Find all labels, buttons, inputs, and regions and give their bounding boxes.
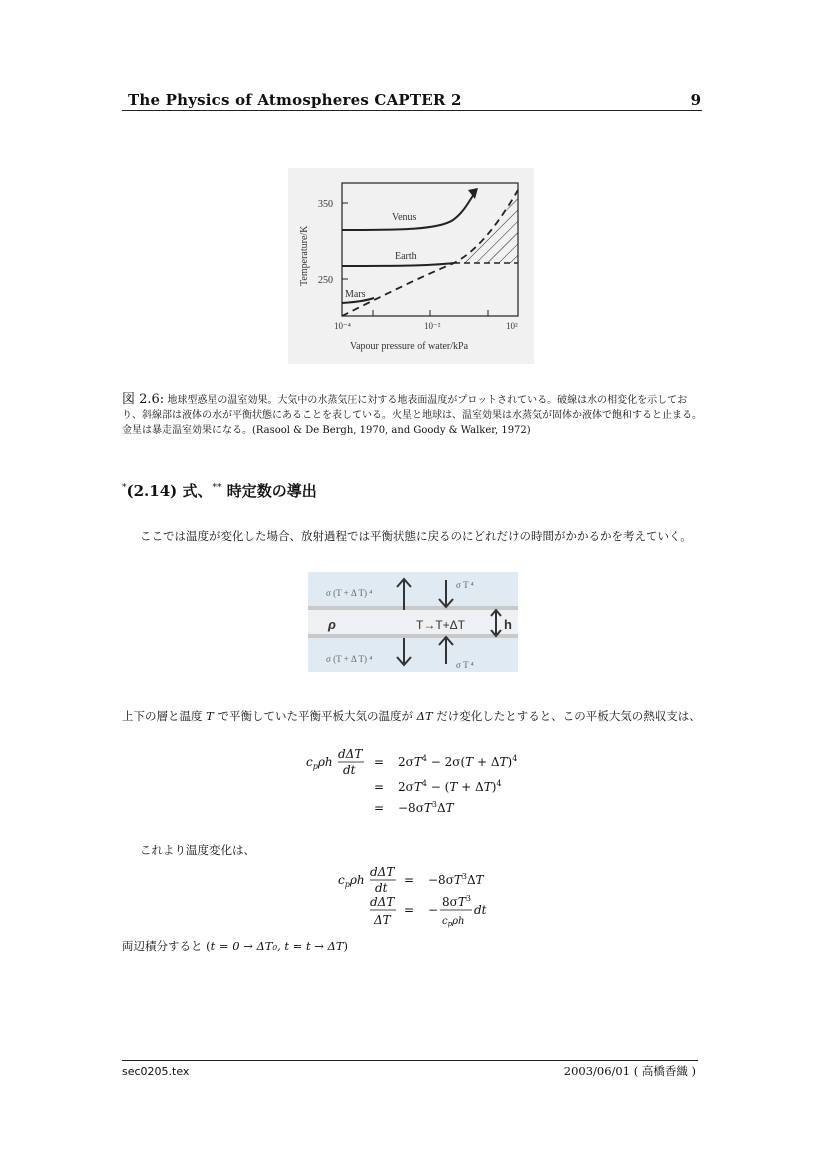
- y-tick-350: 350: [318, 199, 333, 210]
- x-tick-3: 10²: [506, 321, 518, 331]
- section-star2: **: [212, 483, 222, 493]
- flux-top-right: σ T ⁴: [456, 580, 474, 590]
- section-heading: [122, 480, 317, 501]
- page-number: 9: [690, 91, 701, 109]
- caption-text: 地球型惑星の温室効果。大気中の水蒸気圧に対する地表面温度がプロットされている。破線は水の相変化を示しており、斜線部は液体の水が平衡状態にあることを表している。火星と地球は、温室効果は水蒸気が固体か液体で飽和すると止まる。金星は暴走温室効果になる。(Rasool & De Bergh, 1970, and Goody & Walker, 1972): [122, 395, 702, 436]
- y-tick-250: 250: [318, 275, 333, 286]
- svg-text:dΔT: dΔT: [338, 747, 363, 761]
- flux-bottom-right: σ T ⁴: [456, 660, 474, 670]
- svg-text:dΔT: dΔT: [370, 895, 395, 909]
- slab-atmosphere-figure: [308, 572, 518, 672]
- section-mid: 式、: [182, 482, 213, 500]
- x-tick-2: 10⁻²: [424, 321, 441, 331]
- paragraph-intro: ここでは温度が変化した場合、放射過程では平衡状態に戻るのにどれだけの時間がかかるかを考えていく。: [140, 529, 692, 543]
- para4-text-b: ): [343, 939, 348, 953]
- svg-text:=: =: [374, 780, 385, 794]
- curve-label-earth: Earth: [395, 251, 417, 262]
- para2-symbol-dt: ΔT: [416, 709, 433, 723]
- density-symbol: ρ: [328, 617, 336, 632]
- x-axis-label: Vapour pressure of water/kPa: [350, 341, 469, 352]
- greenhouse-figure: [288, 168, 534, 364]
- svg-text:2σT4 − (T + ΔT)4: $2\sigma T^4 - (T + \Delta T)^4$: [398, 779, 502, 794]
- footer-filename: sec0205.tex: [122, 1065, 190, 1078]
- svg-text:8σT3: $8\sigma T^3$: [442, 894, 471, 909]
- para2-text-a: 上下の層と温度: [122, 709, 207, 723]
- section-title: 時定数の導出: [226, 482, 317, 500]
- y-axis-label: Temperature/K: [299, 225, 310, 286]
- header-rule: [122, 110, 702, 111]
- svg-text:dt: dt: [375, 881, 388, 895]
- para2-symbol-t: T: [206, 709, 214, 723]
- figure-caption: [122, 392, 706, 438]
- svg-text:=: =: [374, 801, 385, 815]
- para4-math: t = 0 → ΔT₀, t = t → ΔT: [210, 939, 344, 953]
- svg-text:2σT4 − 2σ(T + ΔT)4: $2\sigma T^4 - 2\sigma(T + \Delta T)^4$: [398, 754, 518, 769]
- flux-bottom-left: σ (T + Δ T) ⁴: [326, 654, 373, 664]
- footer-rule: [122, 1060, 698, 1061]
- equation-temperature-change: [334, 866, 504, 932]
- thickness-symbol: h: [504, 617, 512, 632]
- curve-label-mars: Mars: [345, 289, 366, 300]
- svg-text:dΔT: dΔT: [370, 866, 395, 879]
- curve-label-venus: Venus: [392, 212, 417, 223]
- footer-date-author: 2003/06/01 ( 高橋香織 ): [563, 1064, 696, 1078]
- para2-text-b: で平衡していた平衡平板大気の温度が: [213, 709, 417, 723]
- page-header-title: The Physics of Atmospheres CAPTER 2: [128, 91, 462, 109]
- equation-heat-budget: [300, 744, 540, 820]
- temperature-change-label: T→T+ΔT: [416, 618, 466, 632]
- paragraph-temperature-change: これより温度変化は、: [140, 843, 255, 857]
- para2-text-c: だけ変化したとすると、この平板大気の熱収支は、: [432, 709, 701, 723]
- svg-text:=: =: [404, 873, 415, 887]
- flux-top-left: σ (T + Δ T) ⁴: [326, 588, 373, 598]
- x-tick-1: 10⁻⁴: [334, 321, 351, 331]
- caption-label: 図 2.6:: [122, 392, 165, 407]
- svg-text:dt: dt: [474, 903, 487, 917]
- svg-text:cpρh: $c_p\rho h$: [306, 755, 333, 771]
- paragraph-heat-budget: [122, 708, 712, 725]
- svg-text:−8σT3ΔT: $-8\sigma T^3\Delta T$: [398, 800, 454, 815]
- section-number: (2.14): [126, 482, 178, 500]
- svg-text:=: =: [374, 755, 385, 769]
- svg-text:dt: dt: [343, 763, 356, 777]
- svg-text:cpρh: $c_p\rho h$: [442, 916, 465, 928]
- paragraph-integration: [122, 938, 348, 954]
- svg-text:cpρh: $c_p\rho h$: [338, 873, 365, 889]
- svg-text:−: −: [428, 903, 439, 917]
- svg-text:−8σT3ΔT: $-8\sigma T^3\Delta T$: [428, 872, 484, 887]
- svg-text:=: =: [404, 903, 415, 917]
- section-star1: *: [122, 483, 127, 493]
- para4-text-a: 両辺積分すると (: [122, 939, 211, 953]
- svg-text:ΔT: ΔT: [374, 913, 391, 927]
